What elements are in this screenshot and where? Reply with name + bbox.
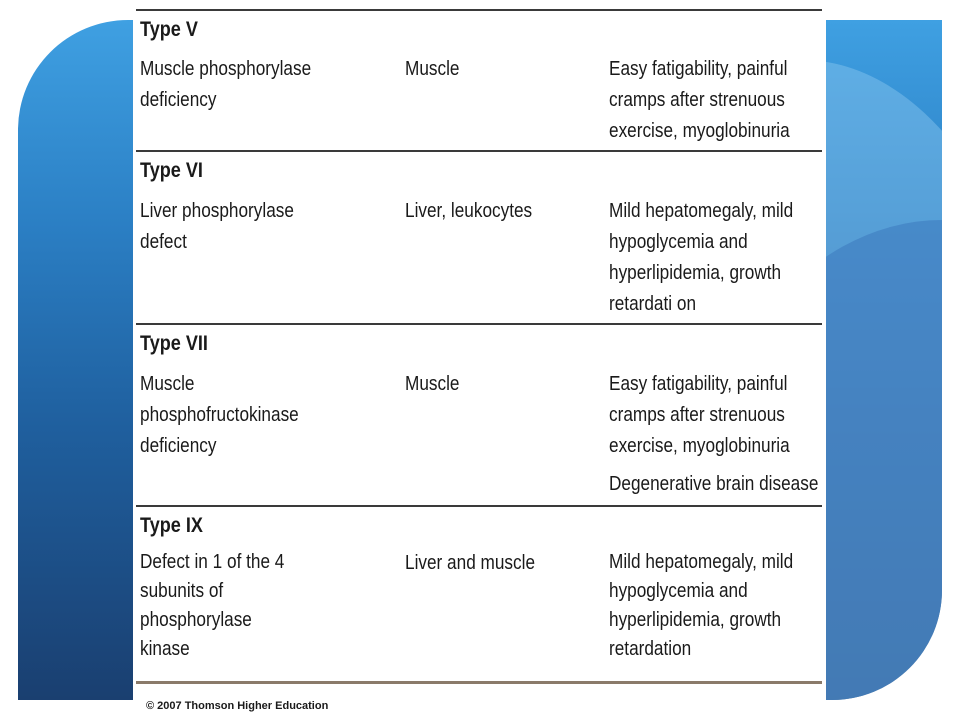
defect-cell: Muscle phosphofructokinase deficiency <box>140 373 299 457</box>
organ-cell: Muscle <box>405 373 460 395</box>
features-cell: Mild hepatomegaly, mild hypoglycemia and hyperlipidemia, growth retardati on <box>609 200 794 315</box>
table-bottom-rule <box>136 681 822 684</box>
organ-cell: Liver, leukocytes <box>405 200 533 222</box>
table-section-type-v <box>136 11 822 151</box>
defect-cell: Muscle phosphorylase deficiency <box>140 58 312 111</box>
defect-cell: Liver phosphorylase defect <box>140 200 294 253</box>
type-heading: Type VI <box>140 159 203 182</box>
table-section-type-vi <box>136 152 822 324</box>
type-heading: Type VII <box>140 332 208 355</box>
table-section-type-ix <box>136 507 822 677</box>
type-heading: Type IX <box>140 514 203 537</box>
copyright-credit: © 2007 Thomson Higher Education <box>146 700 329 712</box>
type-heading: Type V <box>140 18 198 41</box>
organ-cell: Muscle <box>405 58 460 80</box>
organ-cell: Liver and muscle <box>405 552 536 574</box>
defect-cell: Defect in 1 of the 4 subunits of phosphorylase kinase <box>140 551 285 660</box>
features-cell: Mild hepatomegaly, mild hypoglycemia and hyperlipidemia, growth retardation <box>609 551 794 660</box>
features-cell: Easy fatigability, painful cramps after strenuous exercise, myoglobinuria <box>609 373 790 457</box>
features-cell: Easy fatigability, painful cramps after strenuous exercise, myoglobinuria <box>609 58 790 142</box>
features-extra-cell: Degenerative brain disease <box>609 473 819 495</box>
table-section-type-vii <box>136 324 822 506</box>
